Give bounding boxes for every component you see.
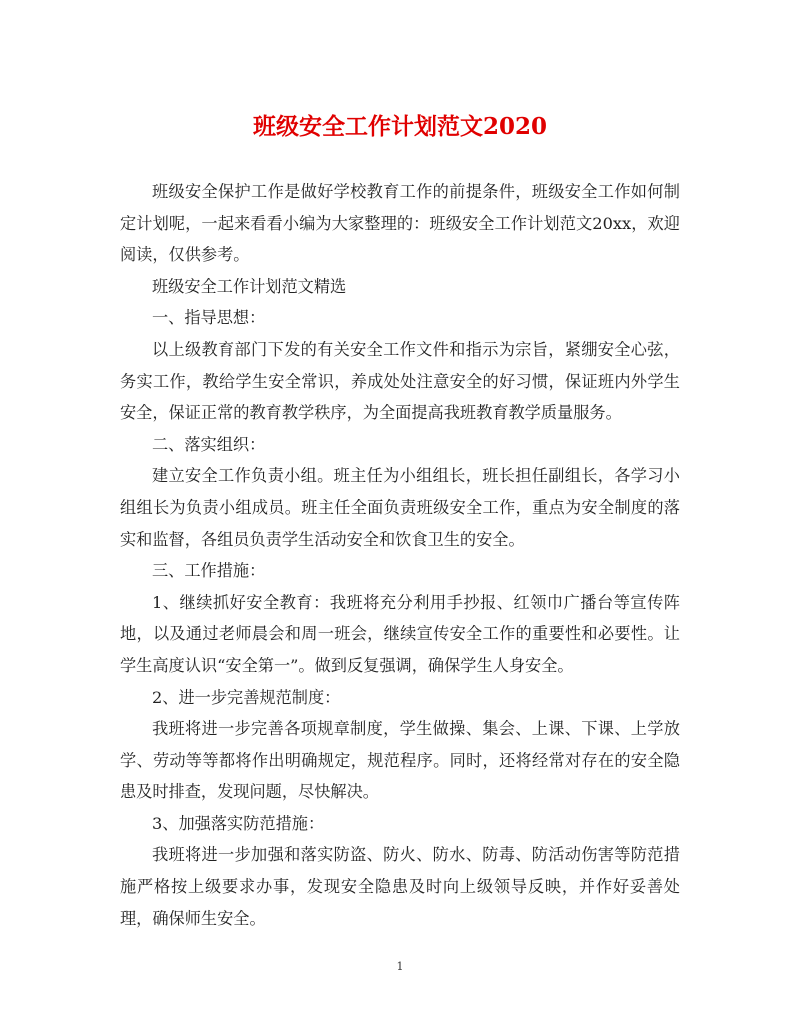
document-title: 班级安全工作计划范文2020 — [252, 113, 547, 140]
measure-3-paragraph: 我班将进一步加强和落实防盗、防火、防水、防毒、防活动伤害等防范措施严格按上级要求办事，发现安全隐患及时向上级领导反映，并作好妥善处理，确保师生安全。 — [120, 845, 680, 928]
organization-paragraph: 建立安全工作负责小组。班主任为小组组长，班长担任副组长，各学习小组组长为负责小组成员。班主任全面负责班级安全工作，重点为安全制度的落实和监督，各组员负责学生活动安全和饮食卫生的安全。 — [120, 466, 680, 549]
document-body — [120, 176, 680, 934]
section-heading: 班级安全工作计划范文精选 — [152, 276, 347, 296]
intro-paragraph: 班级安全保护工作是做好学校教育工作的前提条件，班级安全工作如何制定计划呢，一起来看看小编为大家整理的：班级安全工作计划范文20xx，欢迎阅读，仅供参考。 — [120, 182, 680, 265]
measure-1-paragraph: 1、继续抓好安全教育：我班将充分利用手抄报、红领巾广播台等宣传阵地，以及通过老师晨会和周一班会，继续宣传安全工作的重要性和必要性。让学生高度认识“安全第一”。做到反复强调，确保学生人身安全。 — [120, 592, 680, 675]
measure-2-paragraph: 我班将进一步完善各项规章制度，学生做操、集会、上课、下课、上学放学、劳动等等都将作出明确规定，规范程序。同时，还将经常对存在的安全隐患及时排查，发现问题，尽快解决。 — [120, 719, 680, 802]
guiding-thought-heading: 一、指导思想： — [152, 308, 266, 328]
measures-heading: 三、工作措施： — [152, 561, 266, 581]
page-number: 1 — [396, 960, 404, 973]
organization-heading: 二、落实组织： — [152, 434, 266, 454]
measure-3-heading: 3、加强落实防范措施： — [152, 813, 325, 833]
measure-2-heading: 2、进一步完善规范制度： — [152, 687, 341, 707]
guiding-thought-paragraph: 以上级教育部门下发的有关安全工作文件和指示为宗旨，紧绷安全心弦，务实工作，教给学生安全常识，养成处处注意安全的好习惯，保证班内外学生安全，保证正常的教育教学秩序，为全面提高我班教育教学质量服务。 — [120, 339, 680, 423]
